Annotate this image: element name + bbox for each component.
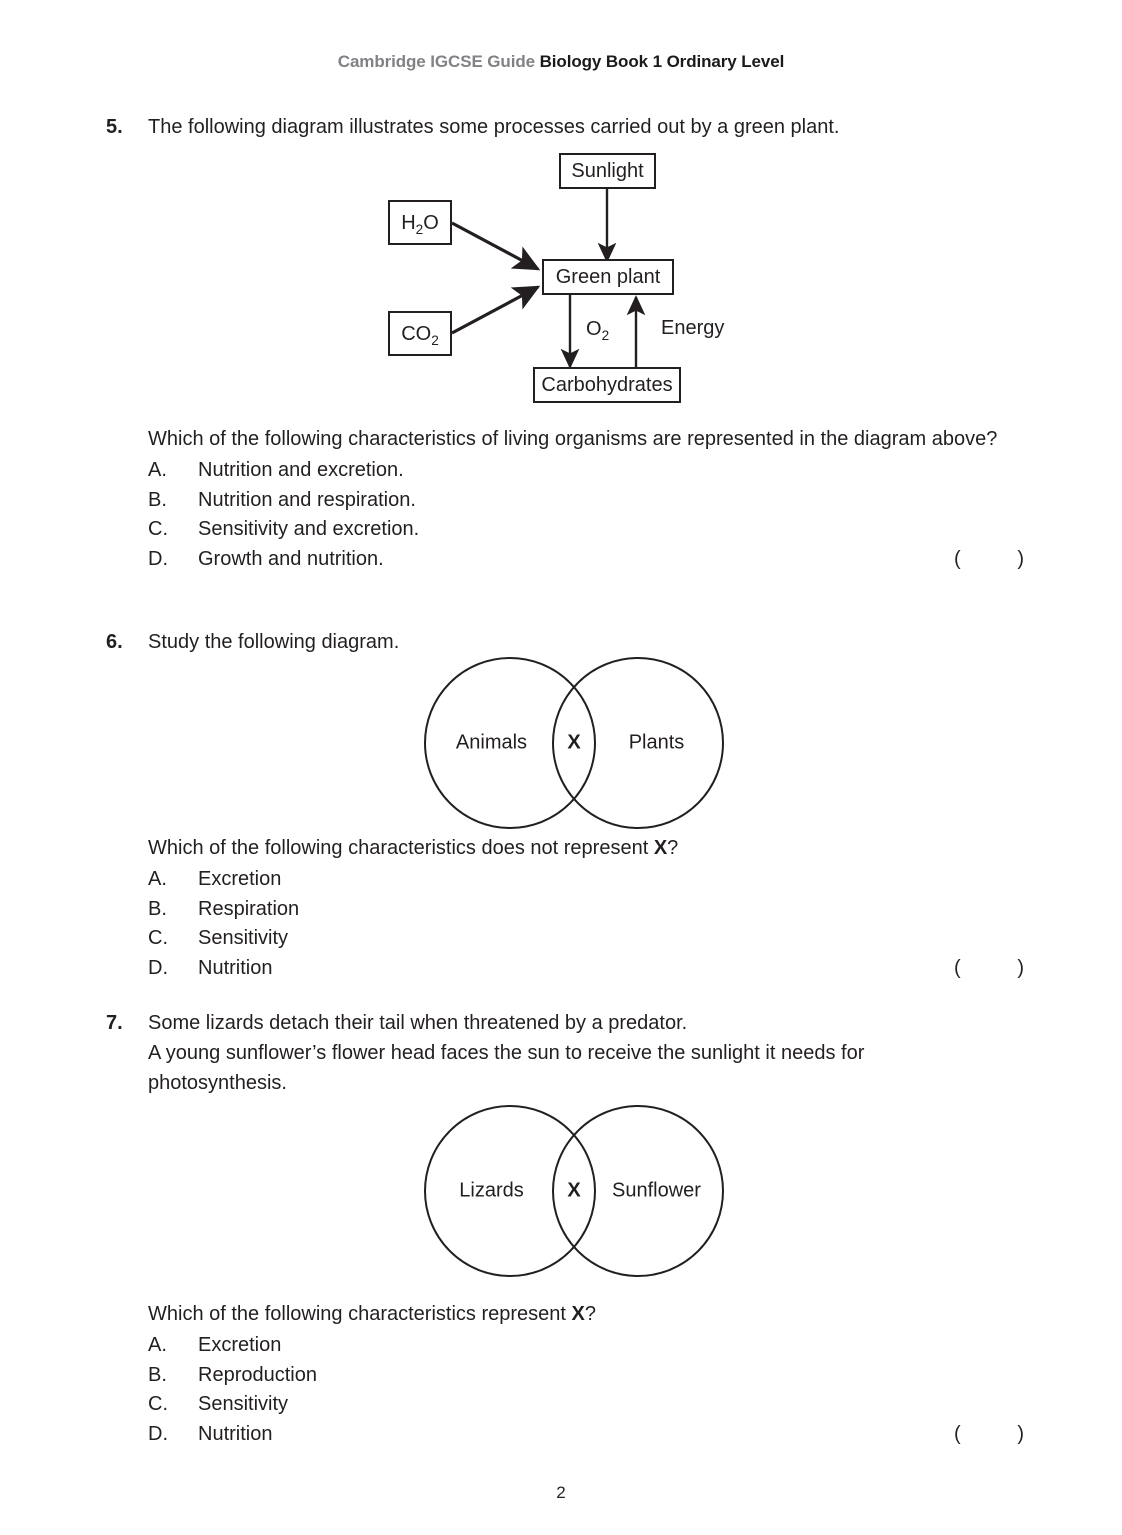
question-5-body	[106, 425, 1024, 574]
oxygen-subscript-2: 2	[601, 328, 610, 343]
question-7-options	[148, 1331, 1024, 1449]
diagram-box-sunlight	[559, 153, 656, 189]
question-6-number: 6.	[106, 631, 123, 653]
prompt-text-tail: ?	[667, 837, 679, 859]
bracket-open: (	[954, 956, 961, 979]
question-5	[106, 112, 1016, 142]
diagram-box-carbohydrates-label: Carbohydrates	[541, 374, 673, 396]
question-6-prompt	[148, 834, 998, 863]
venn-label-intersection: X	[567, 731, 581, 754]
diagram-label-oxygen	[586, 318, 609, 343]
question-6	[106, 627, 1016, 657]
diagram-box-carbohydrates	[533, 367, 681, 403]
option-letter: C.	[148, 927, 168, 949]
question-5-option-c[interactable]	[148, 515, 1016, 545]
question-7-option-c[interactable]	[148, 1390, 1016, 1420]
question-5-prompt: Which of the following characteristics of living organisms are represented in the diagram above?	[148, 428, 998, 450]
venn-label-left: Animals	[455, 731, 528, 754]
option-letter: A.	[148, 459, 167, 481]
question-7-body	[106, 1300, 1024, 1449]
water-symbol-o: O	[423, 211, 439, 234]
option-letter: B.	[148, 1363, 167, 1386]
venn-label-intersection: X	[567, 1179, 581, 1202]
option-text: Nutrition	[198, 1422, 273, 1445]
option-text: Sensitivity and excretion.	[198, 518, 420, 540]
option-text: Respiration	[198, 897, 300, 920]
diagram-box-green-plant-label: Green plant	[555, 266, 661, 288]
question-6-option-c[interactable]	[148, 924, 1016, 954]
option-letter: D.	[148, 1422, 168, 1445]
option-text: Excretion	[198, 1334, 282, 1356]
option-letter: A.	[148, 868, 167, 890]
option-letter: B.	[148, 897, 167, 920]
energy-label-text: Energy	[661, 317, 725, 339]
venn-diagram-lizards-sunflower	[424, 1105, 724, 1277]
option-text: Sensitivity	[198, 927, 289, 949]
option-text: Reproduction	[198, 1363, 317, 1386]
question-7-answer-bracket[interactable]	[954, 1420, 1024, 1450]
question-7-option-a[interactable]	[148, 1331, 1016, 1361]
question-6-options	[148, 865, 1024, 983]
oxygen-symbol-o: O	[586, 318, 602, 340]
question-7-number: 7.	[106, 1012, 123, 1034]
diagram-box-sunlight-label: Sunlight	[571, 160, 644, 182]
co2-symbol-co: CO	[401, 322, 432, 345]
diagram-box-carbon-dioxide	[388, 311, 452, 356]
question-5-option-a[interactable]	[148, 456, 1016, 486]
question-6-answer-bracket[interactable]	[954, 954, 1024, 984]
option-text: Nutrition and excretion.	[198, 459, 404, 481]
diagram-label-energy	[661, 317, 724, 340]
water-subscript-2: 2	[415, 221, 424, 237]
option-text: Nutrition and respiration.	[198, 488, 416, 511]
question-6-option-b[interactable]	[148, 895, 1016, 925]
option-letter: C.	[148, 1393, 168, 1415]
option-letter: B.	[148, 488, 167, 511]
question-6-heading	[106, 627, 1016, 657]
header-guide-text: Cambridge IGCSE Guide	[337, 52, 535, 71]
venn-label-left: Lizards	[459, 1179, 524, 1202]
header-title-text: Biology Book 1 Ordinary Level	[539, 52, 785, 71]
prompt-variable-x: X	[653, 837, 668, 859]
question-5-options	[148, 456, 1024, 574]
bracket-close: )	[1017, 956, 1024, 979]
prompt-text-tail: ?	[584, 1303, 596, 1325]
diagram-box-carbon-dioxide-label	[401, 322, 439, 348]
question-7-heading	[106, 1008, 1016, 1098]
question-5-number: 5.	[106, 116, 123, 138]
question-7-stem-line-1: Some lizards detach their tail when threatened by a predator.	[148, 1012, 688, 1034]
prompt-text-lead: Which of the following characteristics represent	[148, 1303, 572, 1325]
question-6-option-a[interactable]	[148, 865, 1016, 895]
photosynthesis-flow-diagram	[380, 145, 760, 410]
option-text: Growth and nutrition.	[198, 547, 384, 570]
option-letter: A.	[148, 1334, 167, 1356]
water-symbol-h: H	[401, 211, 416, 234]
option-text: Nutrition	[198, 956, 273, 979]
option-letter: C.	[148, 518, 168, 540]
question-7-prompt	[148, 1300, 998, 1329]
co2-subscript-2: 2	[431, 332, 439, 348]
prompt-text-lead: Which of the following characteristics does not represent	[148, 837, 654, 859]
venn-label-right: Sunflower	[612, 1179, 701, 1202]
bracket-close: )	[1017, 1422, 1024, 1445]
question-5-option-b[interactable]	[148, 486, 1016, 516]
question-7-option-b[interactable]	[148, 1361, 1016, 1391]
question-6-stem: Study the following diagram.	[148, 631, 400, 653]
venn-label-right: Plants	[628, 731, 685, 754]
option-text: Excretion	[198, 868, 282, 890]
page-running-header	[0, 52, 1122, 72]
question-7-stem-line-2: A young sunflower’s flower head faces the sun to receive the sunlight it needs for photosynthesis.	[148, 1042, 865, 1094]
diagram-box-water-label	[401, 211, 439, 237]
venn-diagram-animals-plants	[424, 657, 724, 829]
option-letter: D.	[148, 547, 168, 570]
question-7	[106, 1008, 1016, 1098]
question-5-option-d[interactable]	[148, 545, 1024, 575]
diagram-box-green-plant	[542, 259, 674, 295]
page-number: 2	[556, 1483, 566, 1502]
question-5-answer-bracket[interactable]	[954, 545, 1024, 575]
prompt-variable-x: X	[571, 1303, 585, 1325]
question-5-stem: The following diagram illustrates some processes carried out by a green plant.	[148, 116, 840, 138]
diagram-box-water	[388, 200, 452, 245]
option-letter: D.	[148, 956, 168, 979]
question-7-option-d[interactable]	[148, 1420, 1024, 1450]
option-text: Sensitivity	[198, 1393, 289, 1415]
question-6-option-d[interactable]	[148, 954, 1024, 984]
bracket-open: (	[954, 1422, 961, 1445]
question-6-body	[106, 834, 1024, 983]
bracket-close: )	[1017, 547, 1024, 570]
bracket-open: (	[954, 547, 961, 570]
question-5-heading	[106, 112, 1016, 142]
